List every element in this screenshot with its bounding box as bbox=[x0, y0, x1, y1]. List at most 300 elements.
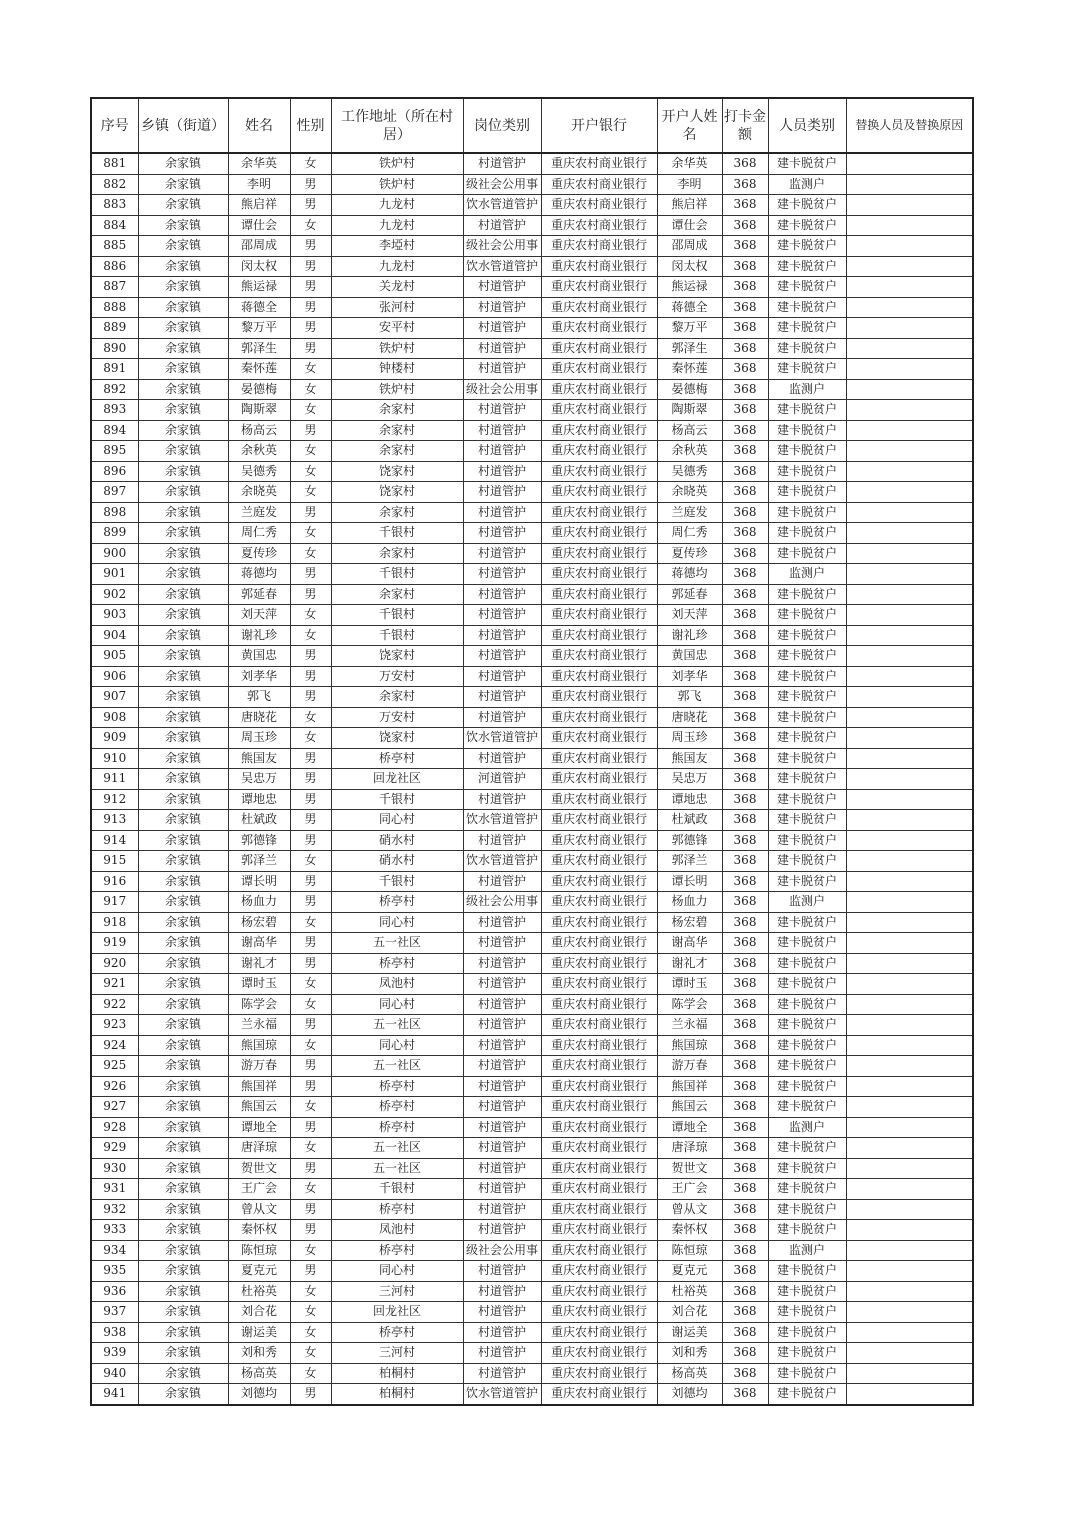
cell-bank: 重庆农村商业银行 bbox=[541, 953, 657, 974]
table-row bbox=[91, 1220, 973, 1241]
cell-index: 887 bbox=[91, 277, 138, 298]
cell-township: 余家镇 bbox=[138, 1158, 228, 1179]
cell-index: 920 bbox=[91, 953, 138, 974]
cell-person-category: 监测户 bbox=[768, 564, 846, 585]
cell-post-type: 村道管护 bbox=[463, 482, 541, 503]
cell-account-holder: 郭飞 bbox=[657, 687, 722, 708]
cell-account-holder: 郭泽生 bbox=[657, 338, 722, 359]
cell-replacement-reason bbox=[846, 1220, 973, 1241]
cell-post-type: 村道管护 bbox=[463, 420, 541, 441]
cell-gender: 女 bbox=[290, 1138, 331, 1159]
cell-post-type: 村道管护 bbox=[463, 523, 541, 544]
cell-amount: 368 bbox=[722, 892, 768, 913]
cell-gender: 男 bbox=[290, 297, 331, 318]
cell-amount: 368 bbox=[722, 810, 768, 831]
cell-amount: 368 bbox=[722, 666, 768, 687]
cell-name: 唐晓花 bbox=[228, 707, 290, 728]
cell-gender: 男 bbox=[290, 236, 331, 257]
cell-gender: 男 bbox=[290, 1015, 331, 1036]
cell-post-type: 村道管护 bbox=[463, 1220, 541, 1241]
cell-index: 911 bbox=[91, 769, 138, 790]
cell-bank: 重庆农村商业银行 bbox=[541, 1302, 657, 1323]
cell-account-holder: 余晓英 bbox=[657, 482, 722, 503]
table-row bbox=[91, 1117, 973, 1138]
cell-name: 陶斯翠 bbox=[228, 400, 290, 421]
cell-work-address: 五一社区 bbox=[331, 1056, 463, 1077]
table-row bbox=[91, 461, 973, 482]
cell-account-holder: 邵周成 bbox=[657, 236, 722, 257]
cell-person-category: 建卡脱贫户 bbox=[768, 1322, 846, 1343]
cell-person-category: 建卡脱贫户 bbox=[768, 1220, 846, 1241]
cell-post-type: 饮水管道管护 bbox=[463, 195, 541, 216]
cell-bank: 重庆农村商业银行 bbox=[541, 482, 657, 503]
cell-amount: 368 bbox=[722, 297, 768, 318]
table-row bbox=[91, 933, 973, 954]
cell-name: 杜斌政 bbox=[228, 810, 290, 831]
cell-name: 兰永福 bbox=[228, 1015, 290, 1036]
cell-bank: 重庆农村商业银行 bbox=[541, 523, 657, 544]
cell-gender: 男 bbox=[290, 789, 331, 810]
cell-bank: 重庆农村商业银行 bbox=[541, 1363, 657, 1384]
cell-index: 899 bbox=[91, 523, 138, 544]
cell-amount: 368 bbox=[722, 153, 768, 174]
cell-index: 916 bbox=[91, 871, 138, 892]
cell-name: 熊运禄 bbox=[228, 277, 290, 298]
cell-name: 游万春 bbox=[228, 1056, 290, 1077]
cell-work-address: 三河村 bbox=[331, 1343, 463, 1364]
cell-replacement-reason bbox=[846, 502, 973, 523]
table-row bbox=[91, 1281, 973, 1302]
cell-replacement-reason bbox=[846, 236, 973, 257]
cell-replacement-reason bbox=[846, 1015, 973, 1036]
cell-work-address: 余家村 bbox=[331, 400, 463, 421]
cell-gender: 女 bbox=[290, 400, 331, 421]
cell-person-category: 建卡脱贫户 bbox=[768, 830, 846, 851]
cell-replacement-reason bbox=[846, 871, 973, 892]
cell-work-address: 千银村 bbox=[331, 564, 463, 585]
cell-post-type: 饮水管道管护 bbox=[463, 810, 541, 831]
cell-post-type: 村道管护 bbox=[463, 994, 541, 1015]
cell-account-holder: 夏克元 bbox=[657, 1261, 722, 1282]
cell-work-address: 余家村 bbox=[331, 543, 463, 564]
cell-person-category: 建卡脱贫户 bbox=[768, 851, 846, 872]
cell-replacement-reason bbox=[846, 994, 973, 1015]
cell-person-category: 建卡脱贫户 bbox=[768, 1076, 846, 1097]
cell-amount: 368 bbox=[722, 1076, 768, 1097]
cell-name: 熊启祥 bbox=[228, 195, 290, 216]
cell-index: 930 bbox=[91, 1158, 138, 1179]
cell-person-category: 建卡脱贫户 bbox=[768, 400, 846, 421]
table-row bbox=[91, 1158, 973, 1179]
cell-amount: 368 bbox=[722, 1097, 768, 1118]
cell-amount: 368 bbox=[722, 789, 768, 810]
cell-bank: 重庆农村商业银行 bbox=[541, 297, 657, 318]
cell-replacement-reason bbox=[846, 748, 973, 769]
cell-index: 884 bbox=[91, 215, 138, 236]
cell-name: 曾从文 bbox=[228, 1199, 290, 1220]
cell-account-holder: 秦怀权 bbox=[657, 1220, 722, 1241]
cell-work-address: 桥亭村 bbox=[331, 1322, 463, 1343]
cell-name: 刘和秀 bbox=[228, 1343, 290, 1364]
cell-work-address: 万安村 bbox=[331, 666, 463, 687]
cell-post-type: 河道管护 bbox=[463, 769, 541, 790]
cell-name: 谭仕会 bbox=[228, 215, 290, 236]
cell-index: 935 bbox=[91, 1261, 138, 1282]
cell-name: 刘合花 bbox=[228, 1302, 290, 1323]
cell-replacement-reason bbox=[846, 277, 973, 298]
cell-amount: 368 bbox=[722, 256, 768, 277]
cell-post-type: 村道管护 bbox=[463, 707, 541, 728]
cell-work-address: 余家村 bbox=[331, 584, 463, 605]
cell-index: 923 bbox=[91, 1015, 138, 1036]
cell-bank: 重庆农村商业银行 bbox=[541, 543, 657, 564]
cell-amount: 368 bbox=[722, 1261, 768, 1282]
cell-work-address: 余家村 bbox=[331, 420, 463, 441]
cell-person-category: 建卡脱贫户 bbox=[768, 153, 846, 174]
cell-post-type: 村道管护 bbox=[463, 871, 541, 892]
cell-bank: 重庆农村商业银行 bbox=[541, 1015, 657, 1036]
cell-work-address: 桥亭村 bbox=[331, 748, 463, 769]
cell-township: 余家镇 bbox=[138, 1056, 228, 1077]
cell-post-type: 村道管护 bbox=[463, 912, 541, 933]
cell-work-address: 五一社区 bbox=[331, 1015, 463, 1036]
table-row bbox=[91, 994, 973, 1015]
table-row bbox=[91, 297, 973, 318]
cell-amount: 368 bbox=[722, 1138, 768, 1159]
cell-township: 余家镇 bbox=[138, 892, 228, 913]
cell-name: 郭泽生 bbox=[228, 338, 290, 359]
cell-index: 912 bbox=[91, 789, 138, 810]
cell-post-type: 级社会公用事 bbox=[463, 892, 541, 913]
cell-post-type: 级社会公用事 bbox=[463, 174, 541, 195]
table-row bbox=[91, 666, 973, 687]
cell-gender: 男 bbox=[290, 1117, 331, 1138]
cell-account-holder: 周仁秀 bbox=[657, 523, 722, 544]
table-row bbox=[91, 564, 973, 585]
cell-work-address: 桥亭村 bbox=[331, 1097, 463, 1118]
cell-post-type: 饮水管道管护 bbox=[463, 256, 541, 277]
cell-bank: 重庆农村商业银行 bbox=[541, 1384, 657, 1405]
cell-gender: 男 bbox=[290, 666, 331, 687]
cell-person-category: 建卡脱贫户 bbox=[768, 359, 846, 380]
cell-work-address: 铁炉村 bbox=[331, 338, 463, 359]
cell-bank: 重庆农村商业银行 bbox=[541, 810, 657, 831]
cell-post-type: 村道管护 bbox=[463, 605, 541, 626]
cell-township: 余家镇 bbox=[138, 338, 228, 359]
cell-index: 889 bbox=[91, 318, 138, 339]
cell-gender: 女 bbox=[290, 851, 331, 872]
cell-amount: 368 bbox=[722, 441, 768, 462]
cell-name: 熊国云 bbox=[228, 1097, 290, 1118]
cell-name: 杨高英 bbox=[228, 1363, 290, 1384]
cell-township: 余家镇 bbox=[138, 256, 228, 277]
header-post-type: 岗位类别 bbox=[463, 98, 541, 153]
cell-gender: 女 bbox=[290, 728, 331, 749]
table-row bbox=[91, 1097, 973, 1118]
cell-work-address: 三河村 bbox=[331, 1281, 463, 1302]
cell-post-type: 饮水管道管护 bbox=[463, 851, 541, 872]
cell-amount: 368 bbox=[722, 912, 768, 933]
cell-person-category: 建卡脱贫户 bbox=[768, 1179, 846, 1200]
cell-amount: 368 bbox=[722, 482, 768, 503]
cell-replacement-reason bbox=[846, 297, 973, 318]
cell-replacement-reason bbox=[846, 1158, 973, 1179]
table-row bbox=[91, 195, 973, 216]
cell-name: 余华英 bbox=[228, 153, 290, 174]
cell-post-type: 村道管护 bbox=[463, 1076, 541, 1097]
cell-gender: 男 bbox=[290, 1220, 331, 1241]
table-row bbox=[91, 1322, 973, 1343]
cell-bank: 重庆农村商业银行 bbox=[541, 564, 657, 585]
cell-name: 余晓英 bbox=[228, 482, 290, 503]
cell-post-type: 村道管护 bbox=[463, 359, 541, 380]
cell-bank: 重庆农村商业银行 bbox=[541, 851, 657, 872]
cell-township: 余家镇 bbox=[138, 789, 228, 810]
cell-amount: 368 bbox=[722, 379, 768, 400]
cell-gender: 女 bbox=[290, 1035, 331, 1056]
cell-post-type: 村道管护 bbox=[463, 1179, 541, 1200]
cell-replacement-reason bbox=[846, 1322, 973, 1343]
cell-account-holder: 熊启祥 bbox=[657, 195, 722, 216]
cell-township: 余家镇 bbox=[138, 359, 228, 380]
cell-township: 余家镇 bbox=[138, 564, 228, 585]
cell-township: 余家镇 bbox=[138, 953, 228, 974]
cell-index: 895 bbox=[91, 441, 138, 462]
table-row bbox=[91, 728, 973, 749]
cell-gender: 男 bbox=[290, 564, 331, 585]
header-township: 乡镇（街道） bbox=[138, 98, 228, 153]
cell-account-holder: 杨宏碧 bbox=[657, 912, 722, 933]
cell-gender: 女 bbox=[290, 153, 331, 174]
table-row bbox=[91, 912, 973, 933]
cell-index: 922 bbox=[91, 994, 138, 1015]
cell-name: 谢礼才 bbox=[228, 953, 290, 974]
cell-index: 886 bbox=[91, 256, 138, 277]
cell-replacement-reason bbox=[846, 543, 973, 564]
cell-bank: 重庆农村商业银行 bbox=[541, 1056, 657, 1077]
table-row bbox=[91, 1138, 973, 1159]
cell-name: 谭地全 bbox=[228, 1117, 290, 1138]
cell-gender: 女 bbox=[290, 605, 331, 626]
cell-gender: 女 bbox=[290, 543, 331, 564]
cell-index: 910 bbox=[91, 748, 138, 769]
cell-name: 吴德秀 bbox=[228, 461, 290, 482]
cell-bank: 重庆农村商业银行 bbox=[541, 215, 657, 236]
cell-account-holder: 曾从文 bbox=[657, 1199, 722, 1220]
cell-township: 余家镇 bbox=[138, 769, 228, 790]
cell-post-type: 村道管护 bbox=[463, 1158, 541, 1179]
cell-replacement-reason bbox=[846, 564, 973, 585]
cell-township: 余家镇 bbox=[138, 1384, 228, 1405]
table-row bbox=[91, 974, 973, 995]
cell-bank: 重庆农村商业银行 bbox=[541, 1158, 657, 1179]
table-row bbox=[91, 318, 973, 339]
cell-account-holder: 吴忠万 bbox=[657, 769, 722, 790]
cell-person-category: 建卡脱贫户 bbox=[768, 728, 846, 749]
cell-township: 余家镇 bbox=[138, 1363, 228, 1384]
cell-replacement-reason bbox=[846, 359, 973, 380]
cell-amount: 368 bbox=[722, 400, 768, 421]
cell-work-address: 柏桐村 bbox=[331, 1384, 463, 1405]
cell-replacement-reason bbox=[846, 195, 973, 216]
cell-gender: 男 bbox=[290, 1199, 331, 1220]
cell-post-type: 村道管护 bbox=[463, 543, 541, 564]
cell-person-category: 建卡脱贫户 bbox=[768, 1199, 846, 1220]
cell-replacement-reason bbox=[846, 1363, 973, 1384]
cell-amount: 368 bbox=[722, 646, 768, 667]
cell-person-category: 建卡脱贫户 bbox=[768, 810, 846, 831]
cell-post-type: 级社会公用事 bbox=[463, 236, 541, 257]
cell-account-holder: 黄国忠 bbox=[657, 646, 722, 667]
table-row bbox=[91, 277, 973, 298]
cell-post-type: 村道管护 bbox=[463, 1261, 541, 1282]
cell-work-address: 五一社区 bbox=[331, 1138, 463, 1159]
cell-index: 881 bbox=[91, 153, 138, 174]
cell-person-category: 建卡脱贫户 bbox=[768, 769, 846, 790]
cell-amount: 368 bbox=[722, 277, 768, 298]
cell-person-category: 建卡脱贫户 bbox=[768, 420, 846, 441]
cell-bank: 重庆农村商业银行 bbox=[541, 1322, 657, 1343]
cell-township: 余家镇 bbox=[138, 379, 228, 400]
cell-name: 谭地忠 bbox=[228, 789, 290, 810]
cell-work-address: 千银村 bbox=[331, 605, 463, 626]
cell-gender: 男 bbox=[290, 871, 331, 892]
cell-bank: 重庆农村商业银行 bbox=[541, 974, 657, 995]
cell-person-category: 监测户 bbox=[768, 174, 846, 195]
cell-amount: 368 bbox=[722, 687, 768, 708]
cell-account-holder: 谢运美 bbox=[657, 1322, 722, 1343]
cell-index: 938 bbox=[91, 1322, 138, 1343]
roster-table bbox=[90, 97, 974, 1406]
cell-bank: 重庆农村商业银行 bbox=[541, 153, 657, 174]
cell-post-type: 村道管护 bbox=[463, 748, 541, 769]
cell-township: 余家镇 bbox=[138, 277, 228, 298]
cell-work-address: 同心村 bbox=[331, 994, 463, 1015]
cell-bank: 重庆农村商业银行 bbox=[541, 1117, 657, 1138]
cell-post-type: 级社会公用事 bbox=[463, 379, 541, 400]
cell-bank: 重庆农村商业银行 bbox=[541, 646, 657, 667]
cell-work-address: 饶家村 bbox=[331, 728, 463, 749]
table-row bbox=[91, 502, 973, 523]
cell-replacement-reason bbox=[846, 420, 973, 441]
cell-work-address: 关龙村 bbox=[331, 277, 463, 298]
cell-gender: 男 bbox=[290, 318, 331, 339]
cell-bank: 重庆农村商业银行 bbox=[541, 174, 657, 195]
cell-name: 熊国祥 bbox=[228, 1076, 290, 1097]
cell-index: 919 bbox=[91, 933, 138, 954]
cell-bank: 重庆农村商业银行 bbox=[541, 994, 657, 1015]
cell-account-holder: 游万春 bbox=[657, 1056, 722, 1077]
cell-replacement-reason bbox=[846, 1138, 973, 1159]
cell-replacement-reason bbox=[846, 912, 973, 933]
cell-account-holder: 李明 bbox=[657, 174, 722, 195]
cell-amount: 368 bbox=[722, 851, 768, 872]
cell-work-address: 五一社区 bbox=[331, 933, 463, 954]
cell-index: 929 bbox=[91, 1138, 138, 1159]
cell-replacement-reason bbox=[846, 1240, 973, 1261]
cell-township: 余家镇 bbox=[138, 420, 228, 441]
cell-amount: 368 bbox=[722, 338, 768, 359]
cell-post-type: 村道管护 bbox=[463, 277, 541, 298]
cell-bank: 重庆农村商业银行 bbox=[541, 441, 657, 462]
cell-name: 李明 bbox=[228, 174, 290, 195]
cell-gender: 男 bbox=[290, 420, 331, 441]
cell-township: 余家镇 bbox=[138, 728, 228, 749]
cell-index: 888 bbox=[91, 297, 138, 318]
cell-work-address: 千银村 bbox=[331, 1179, 463, 1200]
cell-post-type: 村道管护 bbox=[463, 1199, 541, 1220]
cell-amount: 368 bbox=[722, 605, 768, 626]
cell-post-type: 村道管护 bbox=[463, 687, 541, 708]
cell-name: 谢运美 bbox=[228, 1322, 290, 1343]
cell-index: 883 bbox=[91, 195, 138, 216]
cell-account-holder: 谭时玉 bbox=[657, 974, 722, 995]
cell-account-holder: 夏传珍 bbox=[657, 543, 722, 564]
cell-account-holder: 杨高英 bbox=[657, 1363, 722, 1384]
cell-index: 927 bbox=[91, 1097, 138, 1118]
cell-bank: 重庆农村商业银行 bbox=[541, 1240, 657, 1261]
cell-township: 余家镇 bbox=[138, 666, 228, 687]
table-row bbox=[91, 1240, 973, 1261]
cell-name: 蒋德全 bbox=[228, 297, 290, 318]
cell-person-category: 建卡脱贫户 bbox=[768, 1384, 846, 1405]
cell-bank: 重庆农村商业银行 bbox=[541, 912, 657, 933]
cell-work-address: 凤池村 bbox=[331, 974, 463, 995]
cell-person-category: 建卡脱贫户 bbox=[768, 625, 846, 646]
cell-bank: 重庆农村商业银行 bbox=[541, 461, 657, 482]
cell-bank: 重庆农村商业银行 bbox=[541, 1343, 657, 1364]
cell-name: 杨宏碧 bbox=[228, 912, 290, 933]
cell-work-address: 余家村 bbox=[331, 441, 463, 462]
cell-name: 谢礼珍 bbox=[228, 625, 290, 646]
cell-post-type: 村道管护 bbox=[463, 830, 541, 851]
cell-name: 黎万平 bbox=[228, 318, 290, 339]
cell-work-address: 五一社区 bbox=[331, 1158, 463, 1179]
header-index: 序号 bbox=[91, 98, 138, 153]
cell-post-type: 村道管护 bbox=[463, 789, 541, 810]
table-row bbox=[91, 441, 973, 462]
cell-post-type: 村道管护 bbox=[463, 1363, 541, 1384]
cell-bank: 重庆农村商业银行 bbox=[541, 277, 657, 298]
cell-amount: 368 bbox=[722, 953, 768, 974]
cell-person-category: 建卡脱贫户 bbox=[768, 912, 846, 933]
cell-index: 928 bbox=[91, 1117, 138, 1138]
cell-township: 余家镇 bbox=[138, 1117, 228, 1138]
cell-person-category: 建卡脱贫户 bbox=[768, 687, 846, 708]
cell-amount: 368 bbox=[722, 1302, 768, 1323]
table-row bbox=[91, 830, 973, 851]
cell-township: 余家镇 bbox=[138, 1261, 228, 1282]
cell-index: 933 bbox=[91, 1220, 138, 1241]
cell-index: 885 bbox=[91, 236, 138, 257]
cell-account-holder: 刘孝华 bbox=[657, 666, 722, 687]
cell-person-category: 建卡脱贫户 bbox=[768, 277, 846, 298]
cell-name: 熊国琼 bbox=[228, 1035, 290, 1056]
cell-name: 兰庭发 bbox=[228, 502, 290, 523]
cell-gender: 男 bbox=[290, 1056, 331, 1077]
cell-index: 937 bbox=[91, 1302, 138, 1323]
table-row bbox=[91, 1384, 973, 1405]
cell-township: 余家镇 bbox=[138, 1240, 228, 1261]
cell-work-address: 九龙村 bbox=[331, 195, 463, 216]
cell-post-type: 村道管护 bbox=[463, 215, 541, 236]
cell-township: 余家镇 bbox=[138, 482, 228, 503]
table-row bbox=[91, 1056, 973, 1077]
cell-amount: 368 bbox=[722, 1322, 768, 1343]
cell-person-category: 建卡脱贫户 bbox=[768, 974, 846, 995]
cell-township: 余家镇 bbox=[138, 174, 228, 195]
cell-work-address: 铁炉村 bbox=[331, 153, 463, 174]
